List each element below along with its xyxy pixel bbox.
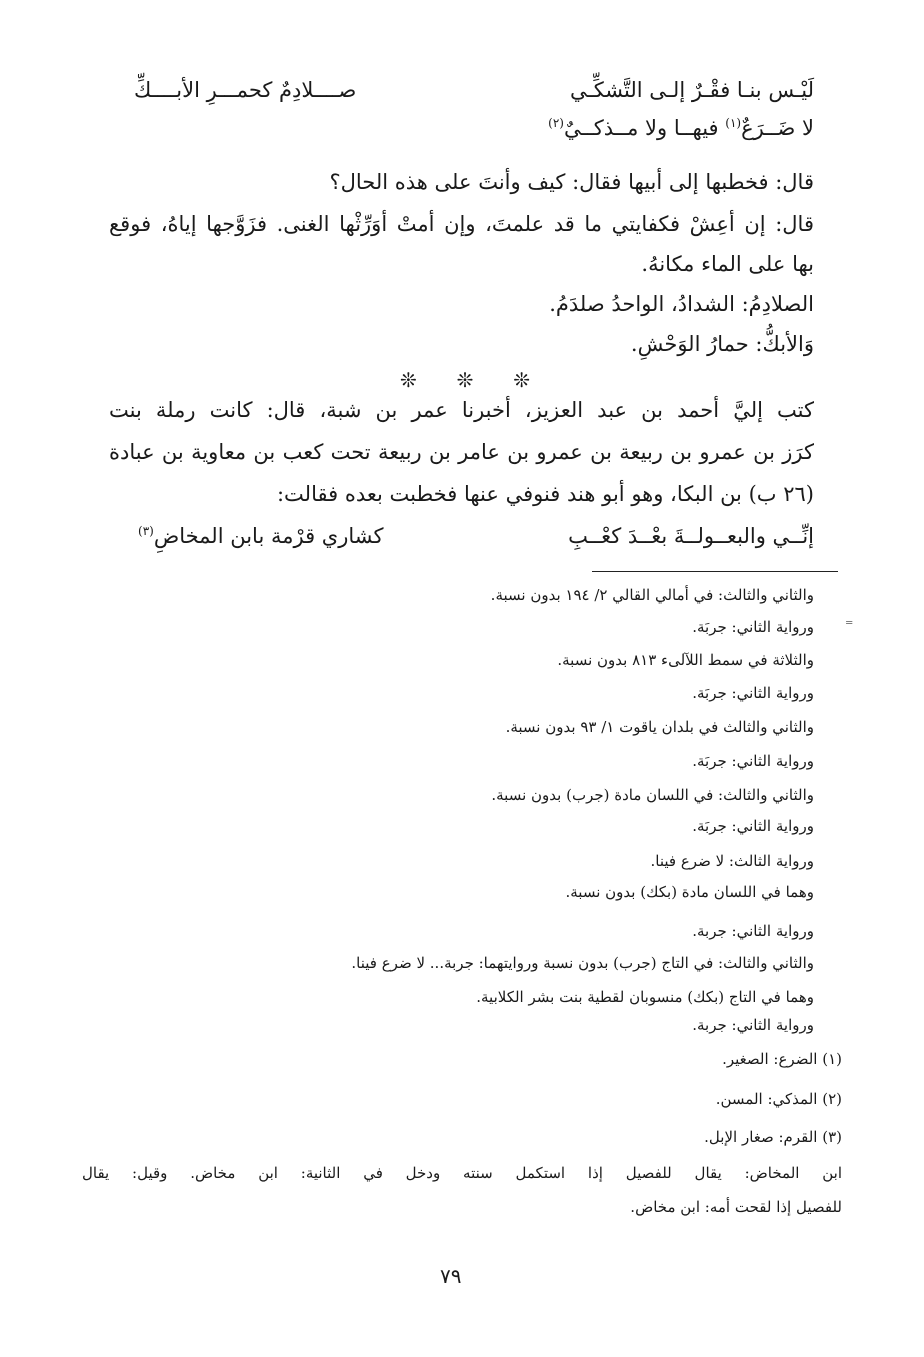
footnote-line: ورواية الثاني: جربَة. xyxy=(692,618,814,636)
footnote-separator xyxy=(592,571,838,572)
gloss-1: الصلادِمُ: الشدادُ، الواحدُ صلدَمُ. xyxy=(549,292,814,316)
footnote-line: ورواية الثاني: جربَة. xyxy=(692,752,814,770)
verse2-left-hemistich xyxy=(138,524,384,548)
footnote-line: والثاني والثالث: في التاج (جرب) بدون نسبة وروايتهما: جربة... لا ضرع فينا. xyxy=(351,954,814,972)
footnote-line: وهما في اللسان مادة (بكك) بدون نسبة. xyxy=(565,883,814,901)
note-3-continuation-line-2: للفصيل إذا لقحت أمه: ابن مخاض. xyxy=(630,1198,842,1216)
note-1: (١) الضرع: الصغير. xyxy=(722,1050,842,1068)
page-number: ٧٩ xyxy=(440,1264,462,1288)
footnote-line: ورواية الثاني: جربة. xyxy=(692,922,814,940)
paragraph-1: قال: فخطبها إلى أبيها فقال: كيف وأنتَ على هذه الحال؟ xyxy=(329,170,814,194)
note-3-continuation-line-1: ابن المخاض: يقال للفصيل إذا استكمل سنته ودخل في الثانية: ابن مخاض. وقيل: يقال xyxy=(82,1164,842,1182)
star-ornament: ❊ xyxy=(456,368,474,392)
footnote-line: ورواية الثاني: جربة. xyxy=(692,1016,814,1034)
paragraph-2-line-1: قال: إن أعِشْ فكفايتي ما قد علمتَ، وإن أمتْ أوَرِّثْها الغنى. فزَوَّجها إياهُ، فوقع xyxy=(109,212,814,236)
footnote-line: ورواية الثاني: جربَة. xyxy=(692,684,814,702)
star-ornament: ❊ xyxy=(513,368,530,392)
note-3: (٣) القرم: صغار الإبل. xyxy=(704,1128,842,1146)
footnote-line: والثاني والثالث في بلدان ياقوت ١/ ٩٣ بدون نسبة. xyxy=(505,718,814,736)
paragraph-3-line-2: كرَز بن عمرو بن ربيعة بن عمرو بن عامر بن ربيعة تحت كعب بن معاوية بن عبادة xyxy=(109,440,814,464)
continuation-mark: = xyxy=(845,618,854,629)
footnote-line: ورواية الثالث: لا ضرع فينا. xyxy=(650,852,814,870)
section-divider-stars xyxy=(400,368,530,392)
footnote-line: وهما في التاج (بكك) منسوبان لقطية بنت بشر الكلابية. xyxy=(476,988,814,1006)
footnote-line: والثاني والثالث: في أمالي القالي ٢/ ١٩٤ بدون نسبة. xyxy=(490,586,814,604)
star-ornament: ❊ xyxy=(400,368,417,392)
paragraph-3-line-1: كتب إليَّ أحمد بن عبد العزيز، أخبرنا عمر بن شبة، قال: كانت رملة بنت xyxy=(109,398,814,422)
paragraph-3-line-3: (٢٦ ب) بن البكا، وهو أبو هند فنوفي عنها فخطبت بعده فقالت: xyxy=(276,482,814,506)
footnote-line: ورواية الثاني: جربَة. xyxy=(692,817,814,835)
verse1-second-line xyxy=(548,116,814,140)
verse1-line2-part1: لا ضَــرَعٌ xyxy=(741,116,814,140)
footnote-line: والثلاثة في سمط اللآلىء ٨١٣ بدون نسبة. xyxy=(557,651,814,669)
gloss-2: وَالأبكُّ: حمارُ الوَحْشِ. xyxy=(630,332,814,356)
footnote-line: والثاني والثالث: في اللسان مادة (جرب) بدون نسبة. xyxy=(491,786,814,804)
verse2-left-text: كشاري قرْمة بابن المخاضِ xyxy=(153,524,384,548)
verse1-left-hemistich: صــــلادِمٌ كحمـــرِ الأبــــكِّ xyxy=(134,78,357,102)
note-2: (٢) المذكي: المسن. xyxy=(715,1090,842,1108)
paragraph-2-line-2: بها على الماء مكانهُ. xyxy=(641,252,814,276)
footnote-ref-2: (٢) xyxy=(548,116,564,130)
verse2-right-hemistich: إنِّــي والبعــولــةَ بعْــدَ كعْــبِ xyxy=(568,524,814,548)
verse1-right-hemistich: لَيْـس بنـا فقْـرٌ إلـى التَّشكِّـي xyxy=(570,78,814,102)
footnote-ref-3: (٣) xyxy=(138,524,154,538)
footnote-ref-1: (١) xyxy=(725,116,742,130)
verse1-line2-part2: فيهــا ولا مــذكــيٌ xyxy=(563,116,719,140)
